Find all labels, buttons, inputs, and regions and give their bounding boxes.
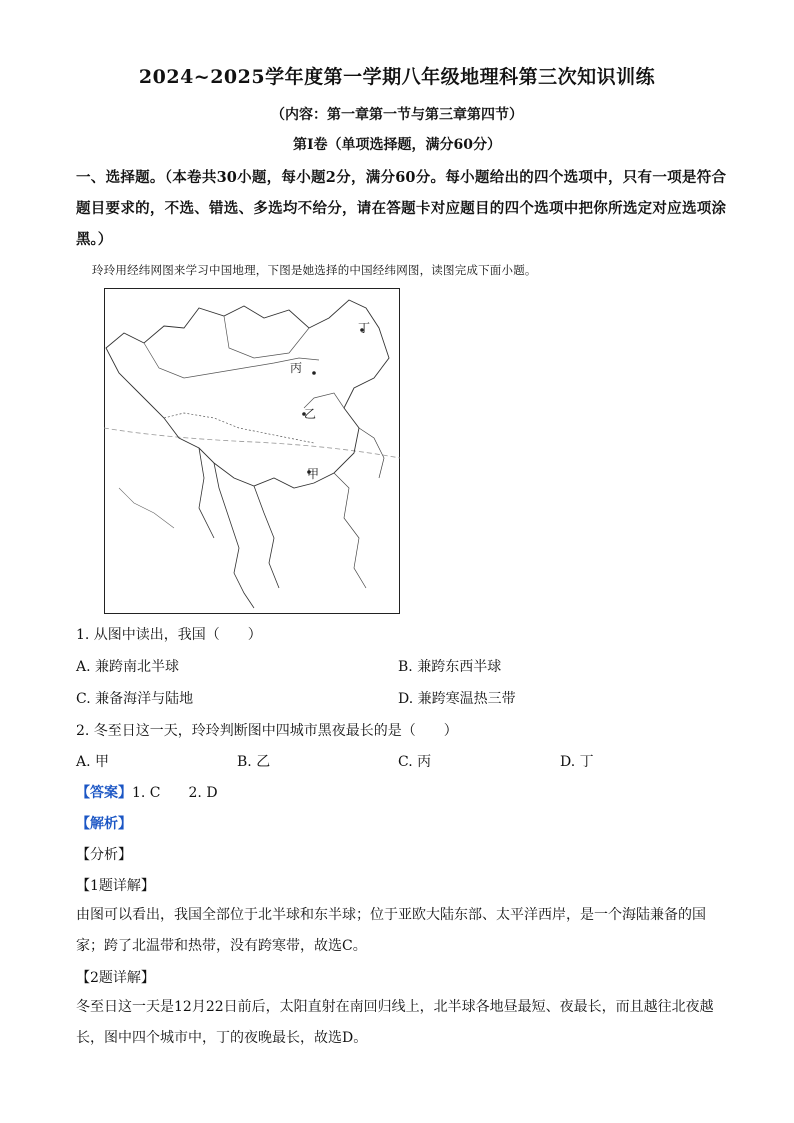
map-label-bing: 丙 — [290, 361, 303, 375]
instructions-paragraph: 一、选择题。（本卷共30小题，每小题2分，满分60分。每小题给出的四个选项中，只有一项是符合题目要求的，不选、错选、多选均不给分，请在答题卡对应题目的四个选项中把你所选定对应选项涂黑。） — [76, 169, 726, 248]
q2-option-d: D. 丁 — [560, 754, 594, 770]
question-2-stem: 2. 冬至日这一天，玲玲判断图中四城市黑夜最长的是（ ） — [76, 723, 458, 739]
q1-detail-body: 由图可以看出，我国全部位于北半球和东半球；位于亚欧大陆东部、太平洋西岸，是一个海陆兼备的国家；跨了北温带和热带，没有跨寒带，故选C。 — [76, 907, 706, 954]
china-graticule-map — [104, 288, 400, 614]
jiexi-heading: 【解析】 — [76, 816, 132, 832]
fenxi-heading: 【分析】 — [76, 847, 132, 863]
q1-detail-heading: 【1题详解】 — [76, 878, 155, 894]
q2-detail-heading: 【2题详解】 — [76, 970, 155, 986]
q2-option-c: C. 丙 — [398, 754, 432, 770]
q2-option-a: A. 甲 — [76, 754, 110, 770]
question-lead-text: 玲玲用经纬网图来学习中国地理，下图是她选择的中国经纬网图，读图完成下面小题。 — [92, 263, 537, 277]
page-title: 2024~2025学年度第一学期八年级地理科第三次知识训练 — [138, 66, 656, 88]
q2-detail-body: 冬至日这一天是12月22日前后，太阳直射在南回归线上，北半球各地昼最短、夜最长，而且越往北夜越长，图中四个城市中，丁的夜晚最长，故选D。 — [76, 999, 714, 1046]
q1-option-c: C. 兼备海洋与陆地 — [76, 691, 194, 707]
map-label-jia: 甲 — [307, 467, 320, 481]
question-1-stem: 1. 从图中读出，我国（ ） — [76, 627, 262, 643]
q1-option-a: A. 兼跨南北半球 — [76, 659, 180, 675]
q1-option-b: B. 兼跨东西半球 — [398, 659, 502, 675]
q2-option-b: B. 乙 — [237, 754, 271, 770]
answer-line — [76, 782, 218, 802]
answer-tag: 【答案】 — [76, 785, 132, 801]
city-dot-bing — [312, 371, 316, 375]
answer-text: 1. C 2. D — [132, 785, 218, 801]
map-label-ding: 丁 — [358, 321, 371, 335]
section-heading: 第Ⅰ卷（单项选择题，满分60分） — [292, 137, 502, 153]
page-subtitle: （内容：第一章第一节与第三章第四节） — [271, 107, 523, 123]
map-label-yi: 乙 — [304, 407, 317, 421]
q1-option-d: D. 兼跨寒温热三带 — [398, 691, 516, 707]
